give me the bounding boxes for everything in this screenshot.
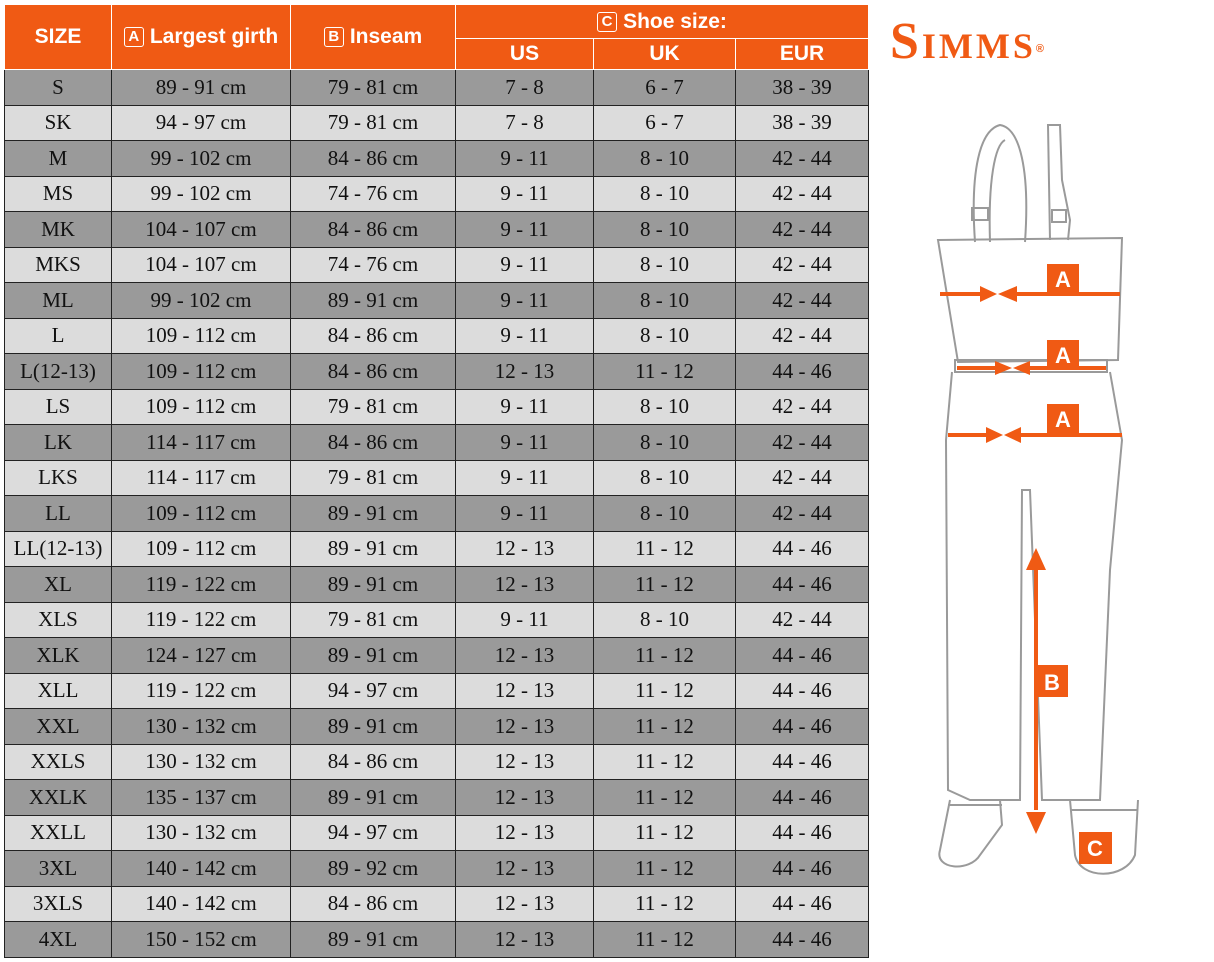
cell-shoe-eur: 42 - 44: [736, 141, 869, 177]
cell-shoe-us: 9 - 11: [456, 602, 594, 638]
cell-inseam: 89 - 91 cm: [291, 709, 456, 745]
cell-shoe-eur: 44 - 46: [736, 709, 869, 745]
cell-size: XL: [5, 567, 112, 603]
size-chart-table: [4, 4, 869, 958]
cell-size: XLL: [5, 673, 112, 709]
cell-shoe-us: 9 - 11: [456, 247, 594, 283]
cell-shoe-eur: 42 - 44: [736, 496, 869, 532]
cell-largest-girth: 109 - 112 cm: [112, 354, 291, 390]
cell-largest-girth: 99 - 102 cm: [112, 141, 291, 177]
cell-largest-girth: 135 - 137 cm: [112, 780, 291, 816]
cell-size: MS: [5, 176, 112, 212]
table-row: [5, 638, 869, 674]
cell-shoe-eur: 42 - 44: [736, 460, 869, 496]
brand-name: Simms: [890, 13, 1036, 70]
cell-shoe-eur: 44 - 46: [736, 744, 869, 780]
girth-arrow-waist: [957, 340, 1106, 375]
cell-shoe-uk: 8 - 10: [594, 141, 736, 177]
cell-shoe-uk: 11 - 12: [594, 709, 736, 745]
table-row: [5, 851, 869, 887]
size-table-body: [5, 70, 869, 958]
table-row: [5, 318, 869, 354]
cell-largest-girth: 119 - 122 cm: [112, 567, 291, 603]
cell-shoe-us: 12 - 13: [456, 567, 594, 603]
cell-size: XXL: [5, 709, 112, 745]
girth-arrow-chest: [940, 264, 1120, 302]
cell-size: LK: [5, 425, 112, 461]
cell-shoe-eur: 42 - 44: [736, 247, 869, 283]
cell-shoe-eur: 44 - 46: [736, 815, 869, 851]
table-row: [5, 744, 869, 780]
cell-shoe-uk: 8 - 10: [594, 425, 736, 461]
cell-inseam: 94 - 97 cm: [291, 815, 456, 851]
cell-largest-girth: 89 - 91 cm: [112, 70, 291, 106]
table-row: [5, 496, 869, 532]
cell-size: 4XL: [5, 922, 112, 958]
cell-largest-girth: 119 - 122 cm: [112, 602, 291, 638]
cell-shoe-us: 9 - 11: [456, 496, 594, 532]
table-row: [5, 247, 869, 283]
cell-shoe-us: 12 - 13: [456, 709, 594, 745]
cell-size: XLK: [5, 638, 112, 674]
cell-shoe-uk: 11 - 12: [594, 780, 736, 816]
cell-inseam: 84 - 86 cm: [291, 212, 456, 248]
cell-shoe-us: 12 - 13: [456, 531, 594, 567]
cell-largest-girth: 114 - 117 cm: [112, 425, 291, 461]
shoe-marker: C: [597, 12, 617, 32]
table-row: [5, 105, 869, 141]
cell-shoe-uk: 8 - 10: [594, 176, 736, 212]
cell-inseam: 89 - 91 cm: [291, 531, 456, 567]
cell-shoe-us: 7 - 8: [456, 105, 594, 141]
inseam-marker-diagram: [1026, 548, 1068, 834]
cell-shoe-us: 12 - 13: [456, 780, 594, 816]
cell-size: SK: [5, 105, 112, 141]
header-shoe-size: [456, 5, 869, 39]
cell-inseam: 74 - 76 cm: [291, 176, 456, 212]
cell-inseam: 79 - 81 cm: [291, 70, 456, 106]
cell-shoe-us: 9 - 11: [456, 318, 594, 354]
cell-largest-girth: 140 - 142 cm: [112, 851, 291, 887]
cell-shoe-uk: 11 - 12: [594, 744, 736, 780]
table-row: [5, 673, 869, 709]
table-row: [5, 389, 869, 425]
table-row: [5, 176, 869, 212]
cell-inseam: 79 - 81 cm: [291, 460, 456, 496]
cell-size: XLS: [5, 602, 112, 638]
cell-size: S: [5, 70, 112, 106]
cell-largest-girth: 109 - 112 cm: [112, 496, 291, 532]
cell-shoe-us: 12 - 13: [456, 886, 594, 922]
table-row: [5, 460, 869, 496]
table-row: [5, 141, 869, 177]
cell-inseam: 84 - 86 cm: [291, 425, 456, 461]
girth-label-chest: A: [1055, 267, 1071, 292]
header-shoe-label: Shoe size:: [623, 9, 727, 33]
cell-inseam: 89 - 92 cm: [291, 851, 456, 887]
cell-size: MK: [5, 212, 112, 248]
simms-logo: [890, 12, 1170, 72]
header-girth-label: Largest girth: [149, 25, 279, 48]
cell-largest-girth: 119 - 122 cm: [112, 673, 291, 709]
cell-size: LKS: [5, 460, 112, 496]
cell-shoe-us: 12 - 13: [456, 815, 594, 851]
cell-shoe-us: 12 - 13: [456, 638, 594, 674]
table-row: [5, 780, 869, 816]
cell-shoe-uk: 6 - 7: [594, 70, 736, 106]
cell-shoe-uk: 8 - 10: [594, 247, 736, 283]
table-row: [5, 354, 869, 390]
cell-inseam: 89 - 91 cm: [291, 283, 456, 319]
cell-shoe-us: 12 - 13: [456, 354, 594, 390]
cell-shoe-uk: 11 - 12: [594, 673, 736, 709]
table-row: [5, 602, 869, 638]
cell-shoe-us: 9 - 11: [456, 176, 594, 212]
table-row: [5, 425, 869, 461]
cell-shoe-uk: 11 - 12: [594, 567, 736, 603]
cell-shoe-eur: 44 - 46: [736, 922, 869, 958]
cell-shoe-uk: 11 - 12: [594, 638, 736, 674]
cell-size: XXLS: [5, 744, 112, 780]
cell-shoe-eur: 38 - 39: [736, 70, 869, 106]
cell-shoe-eur: 44 - 46: [736, 780, 869, 816]
table-row: [5, 815, 869, 851]
cell-shoe-us: 12 - 13: [456, 922, 594, 958]
cell-shoe-eur: 44 - 46: [736, 851, 869, 887]
cell-shoe-us: 9 - 11: [456, 389, 594, 425]
cell-shoe-uk: 6 - 7: [594, 105, 736, 141]
shoe-marker-diagram: [1079, 832, 1112, 864]
cell-inseam: 89 - 91 cm: [291, 496, 456, 532]
cell-largest-girth: 130 - 132 cm: [112, 744, 291, 780]
table-row: [5, 70, 869, 106]
girth-markers: [940, 264, 1122, 443]
cell-inseam: 74 - 76 cm: [291, 247, 456, 283]
cell-largest-girth: 104 - 107 cm: [112, 247, 291, 283]
inseam-label: B: [1044, 670, 1060, 695]
cell-inseam: 79 - 81 cm: [291, 389, 456, 425]
inseam-marker: B: [324, 27, 344, 47]
cell-largest-girth: 140 - 142 cm: [112, 886, 291, 922]
cell-shoe-us: 7 - 8: [456, 70, 594, 106]
cell-shoe-us: 9 - 11: [456, 460, 594, 496]
registered-mark: ®: [1035, 43, 1045, 55]
cell-shoe-eur: 42 - 44: [736, 425, 869, 461]
cell-largest-girth: 99 - 102 cm: [112, 176, 291, 212]
table-row: [5, 709, 869, 745]
cell-size: L(12-13): [5, 354, 112, 390]
cell-shoe-us: 9 - 11: [456, 283, 594, 319]
header-eur: EUR: [736, 39, 869, 70]
cell-shoe-uk: 11 - 12: [594, 531, 736, 567]
header-inseam-label: Inseam: [349, 25, 423, 48]
girth-arrow-hip: [948, 404, 1122, 443]
cell-inseam: 89 - 91 cm: [291, 567, 456, 603]
cell-shoe-eur: 44 - 46: [736, 531, 869, 567]
cell-shoe-eur: 44 - 46: [736, 886, 869, 922]
cell-shoe-uk: 8 - 10: [594, 212, 736, 248]
cell-largest-girth: 130 - 132 cm: [112, 709, 291, 745]
shoe-label: C: [1087, 836, 1103, 861]
cell-shoe-us: 12 - 13: [456, 744, 594, 780]
cell-inseam: 89 - 91 cm: [291, 780, 456, 816]
cell-size: 3XL: [5, 851, 112, 887]
cell-shoe-uk: 8 - 10: [594, 389, 736, 425]
cell-inseam: 89 - 91 cm: [291, 638, 456, 674]
header-us: US: [456, 39, 594, 70]
cell-shoe-us: 12 - 13: [456, 851, 594, 887]
cell-shoe-uk: 11 - 12: [594, 851, 736, 887]
cell-size: LL: [5, 496, 112, 532]
cell-shoe-eur: 38 - 39: [736, 105, 869, 141]
cell-largest-girth: 109 - 112 cm: [112, 531, 291, 567]
cell-largest-girth: 114 - 117 cm: [112, 460, 291, 496]
cell-shoe-eur: 42 - 44: [736, 318, 869, 354]
cell-shoe-uk: 8 - 10: [594, 283, 736, 319]
cell-shoe-eur: 42 - 44: [736, 176, 869, 212]
cell-shoe-uk: 8 - 10: [594, 460, 736, 496]
cell-size: MKS: [5, 247, 112, 283]
cell-size: XXLL: [5, 815, 112, 851]
cell-inseam: 89 - 91 cm: [291, 922, 456, 958]
cell-shoe-eur: 44 - 46: [736, 354, 869, 390]
cell-size: LL(12-13): [5, 531, 112, 567]
cell-size: M: [5, 141, 112, 177]
cell-size: L: [5, 318, 112, 354]
header-inseam: [291, 5, 456, 70]
wader-diagram: [900, 110, 1170, 900]
cell-shoe-us: 9 - 11: [456, 212, 594, 248]
girth-marker: A: [124, 27, 144, 47]
cell-shoe-uk: 11 - 12: [594, 815, 736, 851]
cell-shoe-uk: 8 - 10: [594, 602, 736, 638]
cell-inseam: 84 - 86 cm: [291, 141, 456, 177]
table-row: [5, 212, 869, 248]
cell-largest-girth: 109 - 112 cm: [112, 389, 291, 425]
cell-shoe-eur: 42 - 44: [736, 602, 869, 638]
cell-shoe-us: 9 - 11: [456, 141, 594, 177]
cell-largest-girth: 94 - 97 cm: [112, 105, 291, 141]
table-row: [5, 531, 869, 567]
cell-largest-girth: 99 - 102 cm: [112, 283, 291, 319]
cell-inseam: 84 - 86 cm: [291, 744, 456, 780]
cell-inseam: 79 - 81 cm: [291, 602, 456, 638]
cell-shoe-uk: 11 - 12: [594, 886, 736, 922]
cell-shoe-uk: 8 - 10: [594, 496, 736, 532]
header-largest-girth: [112, 5, 291, 70]
cell-inseam: 94 - 97 cm: [291, 673, 456, 709]
cell-shoe-eur: 44 - 46: [736, 673, 869, 709]
cell-size: XXLK: [5, 780, 112, 816]
table-row: [5, 922, 869, 958]
cell-shoe-eur: 42 - 44: [736, 389, 869, 425]
table-row: [5, 283, 869, 319]
cell-shoe-uk: 11 - 12: [594, 354, 736, 390]
cell-largest-girth: 150 - 152 cm: [112, 922, 291, 958]
cell-shoe-uk: 11 - 12: [594, 922, 736, 958]
cell-shoe-eur: 42 - 44: [736, 283, 869, 319]
cell-shoe-us: 9 - 11: [456, 425, 594, 461]
cell-shoe-eur: 44 - 46: [736, 638, 869, 674]
cell-inseam: 84 - 86 cm: [291, 354, 456, 390]
cell-size: ML: [5, 283, 112, 319]
girth-label-hip: A: [1055, 407, 1071, 432]
cell-shoe-uk: 8 - 10: [594, 318, 736, 354]
cell-inseam: 84 - 86 cm: [291, 886, 456, 922]
cell-size: LS: [5, 389, 112, 425]
header-size: SIZE: [5, 5, 112, 70]
cell-inseam: 84 - 86 cm: [291, 318, 456, 354]
table-row: [5, 567, 869, 603]
girth-label-waist: A: [1055, 343, 1071, 368]
table-row: [5, 886, 869, 922]
cell-largest-girth: 124 - 127 cm: [112, 638, 291, 674]
cell-inseam: 79 - 81 cm: [291, 105, 456, 141]
cell-size: 3XLS: [5, 886, 112, 922]
cell-shoe-us: 12 - 13: [456, 673, 594, 709]
cell-shoe-eur: 44 - 46: [736, 567, 869, 603]
cell-largest-girth: 104 - 107 cm: [112, 212, 291, 248]
cell-largest-girth: 130 - 132 cm: [112, 815, 291, 851]
header-uk: UK: [594, 39, 736, 70]
cell-shoe-eur: 42 - 44: [736, 212, 869, 248]
cell-largest-girth: 109 - 112 cm: [112, 318, 291, 354]
